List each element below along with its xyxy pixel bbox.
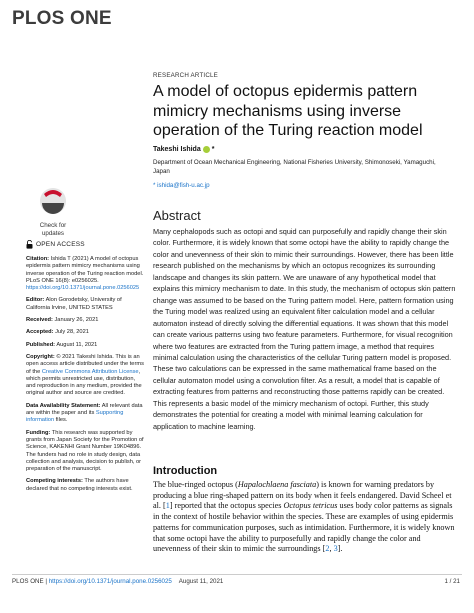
author-line [153,146,214,153]
orcid-icon[interactable] [203,146,210,153]
funding-text: This research was supported by grants from Japan Society for the Promotion of Science, KAKENHI Grant Number 19K04896. The funders had no role in study design, data collection and analysis, decision to publish, or preparation of the manuscript. [26,429,144,473]
editor-label: Editor: [26,297,45,304]
intro-text-4: uses body color patterns as signals in the context of hostile behavior within the species. These are examples of using epidermis patterns for communication purposes, such as intimidation. Furthermore, it is widely known that some octopi have the ability to purposefully and rapidly change the color and unevenness of their skin to mimic the surroundings [ [153,501,455,554]
editor-text: Alon Gorodetsky, University of California Irvine, UNITED STATES [26,297,122,311]
funding-label: Funding: [26,429,51,436]
corresponding-mark: * [211,146,215,153]
received-label: Received: [26,317,53,324]
received-date: January 26, 2021 [52,317,99,324]
copyright-text-end: , which permits unrestricted use, distribution, and reproduction in any medium, provided the original author and source are credited. [26,368,142,397]
author-email-link[interactable]: ishida@fish-u.ac.jp [157,182,210,189]
open-lock-icon [26,240,33,249]
footer-journal: PLOS ONE [12,578,44,585]
page-number: 1 / 21 [444,578,460,585]
citation-block [26,256,144,292]
introduction-heading: Introduction [153,465,218,477]
email-mark: * [153,182,156,189]
competing-interests-text: The authors have declared that no competing interests exist. [26,478,133,492]
footer-doi-link[interactable]: https://doi.org/10.1371/journal.pone.0256025 [48,578,172,585]
badge-bookmark-icon [42,203,64,214]
published-label: Published: [26,341,56,348]
copyright-text: © 2021 Takeshi Ishida. This is an open access article distributed under the terms of the [26,353,144,375]
competing-interests-block [26,478,144,493]
footer-separator: | [43,578,49,585]
license-link[interactable]: Creative Commons Attribution License [41,368,139,375]
citation-text: Ishida T (2021) A model of octopus epidermis pattern mimicry mechanisms using inverse operation of the Turing reaction model. PLoS ONE 16(8): e0256025. [26,256,144,284]
page-footer [12,578,223,585]
badge-line-1: Check for [39,222,67,229]
article-title: A model of octopus epidermis pattern mimicry mechanisms using inverse operation of the Turing reaction model [153,83,423,139]
published-block [26,342,144,349]
citation-label: Citation: [26,256,50,262]
intro-text-2: ) is known for warning predators by producing a blue ring-shaped pattern on its body when it feels endangered. David Scheel et al. [ [153,480,452,511]
data-availability-label: Data Availability Statement: [26,402,101,409]
reference-link[interactable]: 1 [165,501,170,511]
open-access-label: OPEN ACCESS [36,240,85,248]
reference-link[interactable]: 2 [325,544,330,554]
email-line [153,182,210,189]
accepted-date: July 28, 2021 [53,329,89,336]
abstract-heading: Abstract [153,208,201,223]
intro-text-3: ] reported that the octopus species [169,501,284,511]
data-availability-text-end: files. [54,417,68,424]
reference-link[interactable]: 3 [333,544,338,554]
reference-separator: , [329,544,334,554]
article-info-sidebar [26,240,144,498]
article-type: RESEARCH ARTICLE [153,72,218,79]
citation-doi-link[interactable]: https://doi.org/10.1371/journal.pone.0256025 [26,285,140,292]
journal-logo[interactable]: PLOS ONE [12,8,112,29]
data-availability-text: All relevant data are within the paper and its [26,402,143,417]
copyright-label: Copyright: [26,353,55,360]
affiliation: Department of Ocean Mechanical Engineering, National Fisheries University, Shimonoseki, Yamaguchi, Japan [153,159,436,175]
funding-block [26,430,144,474]
accepted-label: Accepted: [26,329,54,336]
data-availability-block [26,403,144,425]
footer-divider [12,574,462,575]
intro-text-1: The blue-ringed octopus ( [153,480,238,489]
competing-interests-label: Competing interests: [26,478,83,485]
open-access-row [26,240,144,249]
species-name: Octopus tetricus [283,501,338,511]
editor-block [26,297,144,312]
introduction-text [153,480,458,555]
footer-date: August 11, 2021 [178,578,224,585]
received-block [26,317,144,324]
abstract-text: Many cephalopods such as octopi and squid can purposefully and rapidly change their skin color. Furthermore, it is widely known that some octopi have the ability to rapidly change the color and unevenness of their skin to mimic their surroundings. However, there has been little research published on the mechanisms by which an octopus recognizes its surrounding landscape and changes its skin pattern. We are unaware of any hypothetical model that explains this mimicry mechanism to date. In this study, the mechanism of octopus skin pattern change was assumed to be based on the Turing pattern model. Here, pattern formation using the Turing model was realized using an equivalent filter calculation model and a cellular automaton instead of directly solving the differential equations. It was shown that this model can create various patterns using two feature parameters. Furthermore, for visual recognition where two features are extracted from the Turing pattern image, a method that requires minimal calculation using the characteristics of the cellular Turing pattern model is proposed. These two calculations can be expressed in the same mathematical frame based on the cellular automaton model using a convolution filter. As a result, a model that is capable of extracting features from patterns and reconstructing those patterns rapidly can be created. This represents a basic model of the mimicry mechanism of octopi. Further, this study demonstrates the potential for creating a model with minimal learning calculation for application to machine learning. [153,227,456,431]
published-date: August 11, 2021 [55,341,98,348]
supporting-information-link[interactable]: Supporting information [26,410,124,424]
accepted-block [26,329,144,336]
copyright-block [26,354,144,398]
badge-line-2: updates [41,230,65,237]
author-name[interactable]: Takeshi Ishida [153,146,201,153]
intro-text-5: ]. [337,544,343,554]
species-name: Hapalochlaena fasciata [237,480,317,489]
check-for-updates-badge[interactable] [30,186,76,240]
